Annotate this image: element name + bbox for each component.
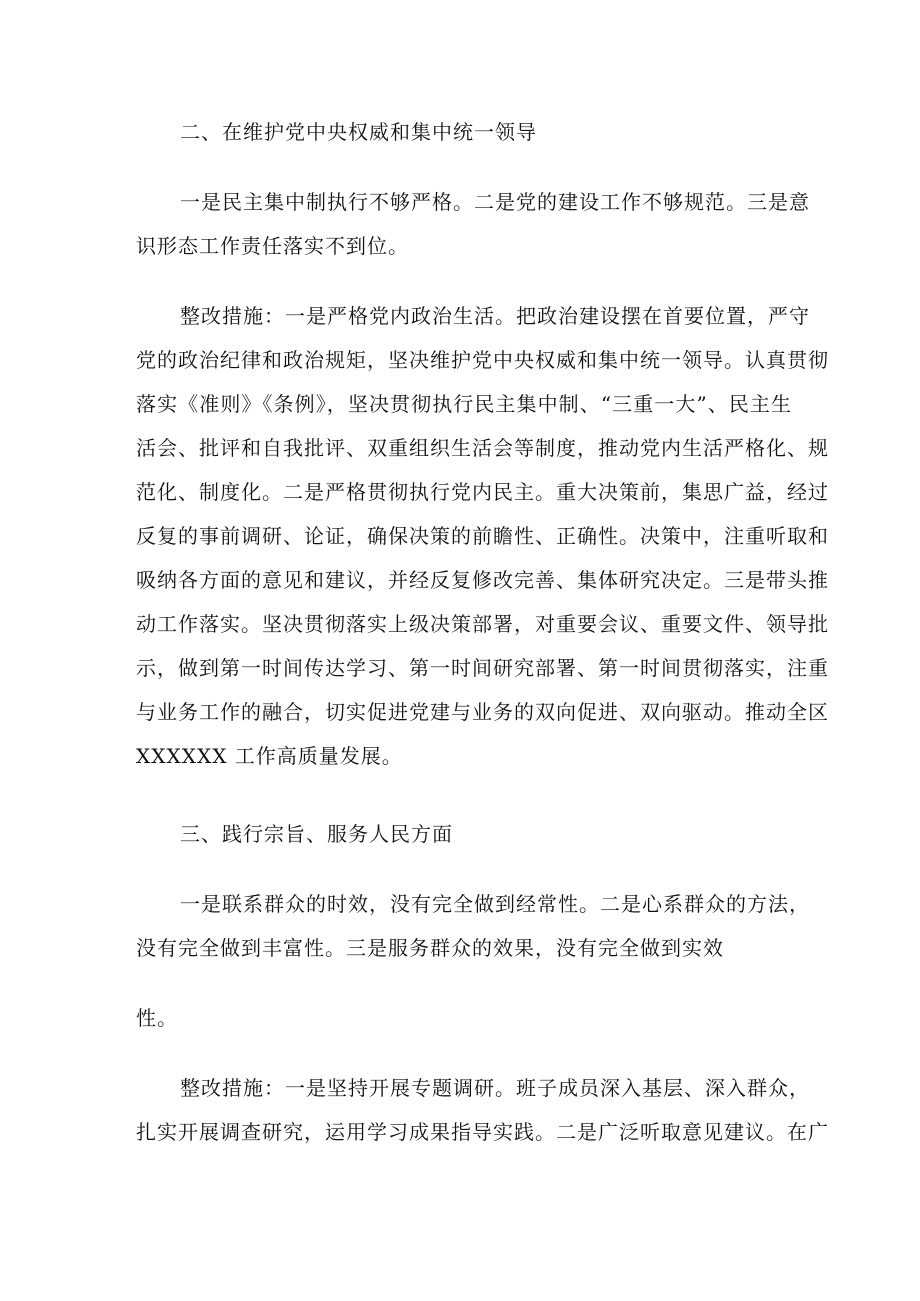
paragraph-line: 没有完全做到丰富性。三是服务群众的效果，没有完全做到实效 <box>136 936 724 960</box>
paragraph-line: 反复的事前调研、论证，确保决策的前瞻性、正确性。决策中，注重听取和 <box>136 524 829 548</box>
paragraph-line: 与业务工作的融合，切实促进党建与业务的双向促进、双向驱动。推动全区 <box>136 700 829 724</box>
paragraph-line: 活会、批评和自我批评、双重组织生活会等制度，推动党内生活严格化、规 <box>136 436 829 460</box>
paragraph-line: 性。 <box>136 1006 178 1030</box>
section-heading: 二、在维护党中央权威和集中统一领导 <box>180 120 537 144</box>
paragraph-line: 动工作落实。坚决贯彻落实上级决策部署，对重要会议、重要文件、领导批 <box>136 612 829 636</box>
paragraph-line: 吸纳各方面的意见和建议，并经反复修改完善、集体研究决定。三是带头推 <box>136 568 829 592</box>
paragraph-line: 扎实开展调查研究，运用学习成果指导实践。二是广泛听取意见建议。在广 <box>136 1120 829 1144</box>
paragraph-line: 范化、制度化。二是严格贯彻执行党内民主。重大决策前，集思广益，经过 <box>136 480 829 504</box>
paragraph-line: 示，做到第一时间传达学习、第一时间研究部署、第一时间贯彻落实，注重 <box>136 656 829 680</box>
paragraph-line: XXXXXX 工作高质量发展。 <box>136 744 403 768</box>
paragraph-line: 一是联系群众的时效，没有完全做到经常性。二是心系群众的方法， <box>180 892 810 916</box>
paragraph-line: 落实《准则》《条例》，坚决贯彻执行民主集中制、“三重一大”、民主生 <box>136 392 792 416</box>
section-heading: 三、践行宗旨、服务人民方面 <box>180 822 453 846</box>
paragraph-line: 整改措施：一是坚持开展专题调研。班子成员深入基层、深入群众， <box>180 1076 810 1100</box>
paragraph-line: 整改措施：一是严格党内政治生活。把政治建设摆在首要位置，严守 <box>180 304 810 328</box>
paragraph-line: 一是民主集中制执行不够严格。二是党的建设工作不够规范。三是意 <box>180 190 810 214</box>
paragraph-line: 党的政治纪律和政治规矩，坚决维护党中央权威和集中统一领导。认真贯彻 <box>136 348 829 372</box>
paragraph-line: 识形态工作责任落实不到位。 <box>136 234 409 258</box>
